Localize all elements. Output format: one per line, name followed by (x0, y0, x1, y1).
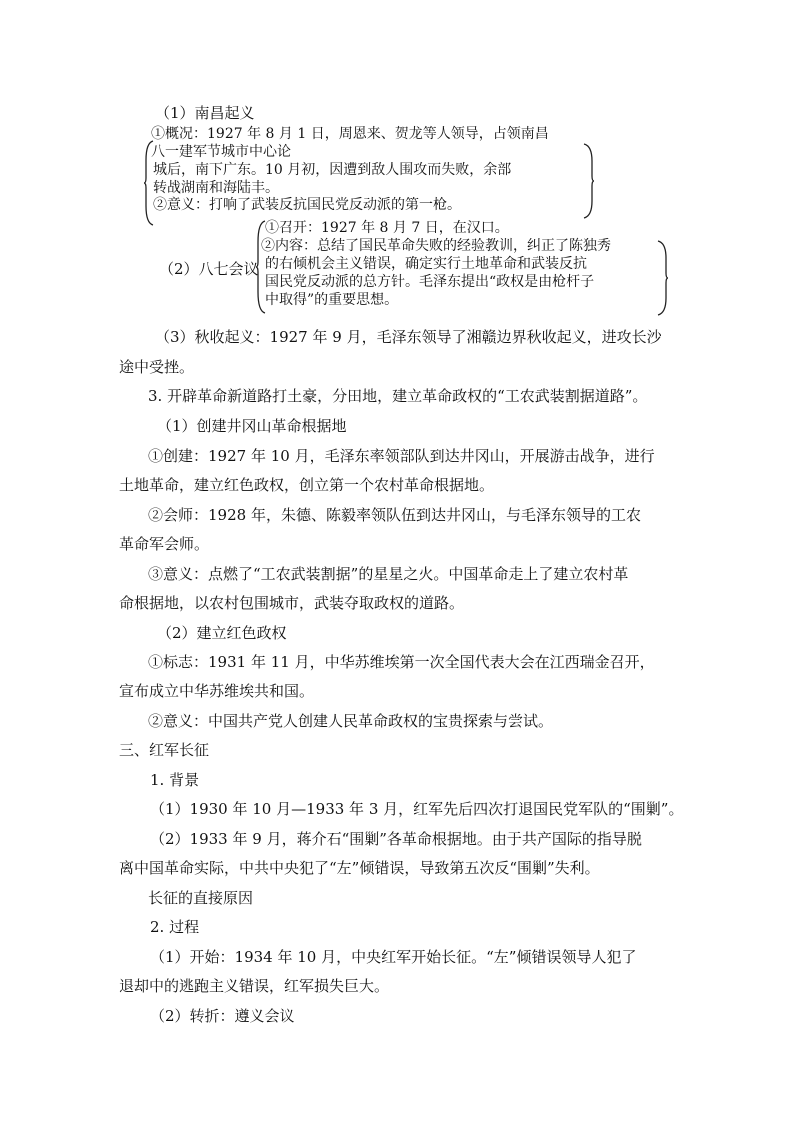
baqi-line-1: ①召开：1927 年 8 月 7 日，在汉口。 (265, 220, 509, 236)
section3-title: 3. 开辟革命新道路打土豪，分田地，建立革命政权的“工农武装割据道路”。 (148, 387, 648, 405)
section3-d1b: 宣布成立中华苏维埃共和国。 (119, 682, 315, 700)
nanchang-line-1: ①概况：1927 年 8 月 1 日，周恩来、贺龙等人领导，占领南昌 (151, 126, 549, 142)
section3-d2: ②意义：中国共产党人创建人民革命政权的宝贵探索与尝试。 (148, 712, 554, 730)
right-brace-baqi (657, 240, 669, 316)
nanchang-line-2: 八一建军节城市中心论 (151, 144, 291, 160)
part3-title: 三、红军长征 (119, 741, 210, 759)
part3-bg1: （1）1930 年 10 月—1933 年 3 月，红军先后四次打退国民党军队的“围剿”。 (150, 800, 684, 818)
part3-p1a: （1）开始：1934 年 10 月，中央红军开始长征。“左”倾错误领导人犯了 (150, 948, 637, 966)
right-brace-nanchang (583, 143, 595, 219)
section3-c1a: ①创建：1927 年 10 月，毛泽东率领部队到达井冈山，开展游击战争，进行 (148, 447, 655, 465)
baqi-line-4: 国民党反动派的总方针。毛泽东提出“政权是由枪杆子 (265, 274, 595, 290)
part3-bg2a: （2）1933 年 9 月，蒋介石“围剿”各革命根据地。由于共产国际的指导脱 (150, 830, 642, 848)
section3-c3b: 命根据地，以农村包围城市，武装夺取政权的道路。 (119, 594, 465, 612)
left-brace-nanchang (144, 140, 154, 226)
qiushou-line-2: 途中受挫。 (119, 358, 195, 376)
nanchang-line-4: 转战湖南和海陆丰。 (153, 180, 279, 196)
section3-c2a: ②会师：1928 年，朱德、陈毅率领队伍到达井冈山，与毛泽东领导的工农 (148, 506, 641, 524)
section3-d1a: ①标志：1931 年 11 月，中华苏维埃第一次全国代表大会在江西瑞金召开， (148, 653, 655, 671)
part3-bg-title: 1. 背景 (150, 771, 200, 789)
part3-bg2b: 离中国革命实际，中共中央犯了“左”倾错误，导致第五次反“围剿”失利。 (119, 859, 600, 877)
qiushou-line-1: （3）秋收起义：1927 年 9 月，毛泽东领导了湘赣边界秋收起义，进攻长沙 (155, 328, 662, 346)
section3-c3a: ③意义：点燃了“工农武装割据”的星星之火。中国革命走上了建立农村革 (148, 565, 629, 583)
part3-reason: 长征的直接原因 (148, 889, 254, 907)
part3-proc-title: 2. 过程 (150, 918, 200, 936)
baqi-line-3: 的右倾机会主义错误，确定实行土地革命和武装反抗 (265, 256, 587, 272)
section3-c1b: 土地革命，建立红色政权，创立第一个农村革命根据地。 (119, 476, 495, 494)
section3-sub1: （1）创建井冈山革命根据地 (157, 417, 347, 435)
nanchang-heading: （1）南昌起义 (155, 104, 255, 122)
nanchang-line-3: 城后，南下广东。10 月初，因遭到敌人围攻而失败，余部 (153, 162, 512, 178)
baqi-line-5: 中取得”的重要思想。 (265, 292, 399, 308)
nanchang-line-5: ②意义：打响了武装反抗国民党反动派的第一枪。 (153, 197, 461, 213)
part3-p2: （2）转折：遵义会议 (150, 1007, 295, 1025)
section3-c2b: 革命军会师。 (119, 535, 210, 553)
baqi-label: （2）八七会议 (159, 260, 259, 278)
baqi-line-2: ②内容：总结了国民革命失败的经验教训，纠正了陈独秀 (261, 238, 611, 254)
section3-sub2: （2）建立红色政权 (157, 624, 287, 642)
part3-p1b: 退却中的逃跑主义错误，红军损失巨大。 (119, 977, 390, 995)
